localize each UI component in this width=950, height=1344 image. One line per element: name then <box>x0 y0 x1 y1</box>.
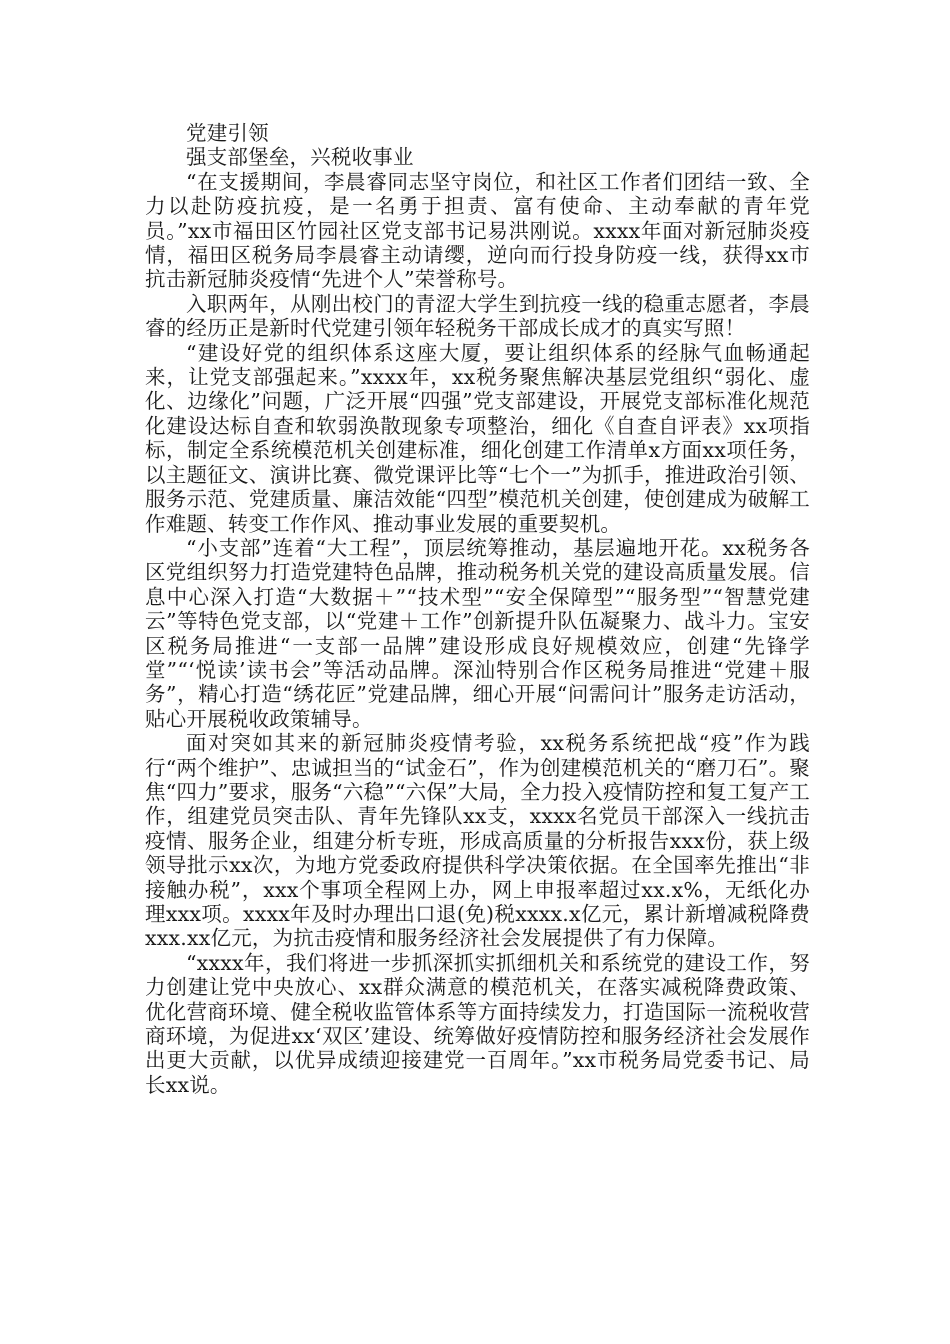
paragraph: “xxxx年，我们将进一步抓深抓实抓细机关和系统党的建设工作，努力创建让党中央放心、xx群众满意的模范机关，在落实减税降费政策、优化营商环境、健全税收监管体系等方面持续发力，打造国际一流税收营商环境，为促进xx‘双区’建设、统筹做好疫情防控和服务经济社会发展作出更大贡献，以优异成绩迎接建党一百周年。”xx市税务局党委书记、局长xx说。 <box>145 950 810 1097</box>
document-subheading: 强支部堡垒，兴税收事业 <box>186 145 414 170</box>
paragraph: “小支部”连着“大工程”，顶层统筹推动，基层遍地开花。xx税务各区党组织努力打造党建特色品牌，推动税务机关党的建设高质量发展。信息中心深入打造“大数据＋”“技术型”“安全保障型”“服务型”“智慧党建云”等特色党支部，以“党建＋工作”创新提升队伍凝聚力、战斗力。宝安区税务局推进“一支部一品牌”建设形成良好规模效应，创建“先锋学堂”“‘悦读’读书会”等活动品牌。深汕特别合作区税务局推进“党建＋服务”，精心打造“绣花匠”党建品牌，细心开展“问需问计”服务走访活动，贴心开展税收政策辅导。 <box>145 535 810 731</box>
paragraph: “建设好党的组织体系这座大厦，要让组织体系的经脉气血畅通起来，让党支部强起来。”xxxx年，xx税务聚焦解决基层党组织“弱化、虚化、边缘化”问题，广泛开展“四强”党支部建设，开展党支部标准化规范化建设达标自查和软弱涣散现象专项整治，细化《自查自评表》xx项指标，制定全系统模范机关创建标准，细化创建工作清单x方面xx项任务，以主题征文、演讲比赛、微党课评比等“七个一”为抓手，推进政治引领、服务示范、党建质量、廉洁效能“四型”模范机关创建，使创建成为破解工作难题、转变工作作风、推动事业发展的重要契机。 <box>145 340 810 536</box>
paragraph: 面对突如其来的新冠肺炎疫情考验，xx税务系统把战“疫”作为践行“两个维护”、忠诚担当的“试金石”，作为创建模范机关的“磨刀石”。聚焦“四力”要求，服务“六稳”“六保”大局，全力投入疫情防控和复工复产工作，组建党员突击队、青年先锋队xx支，xxxx名党员干部深入一线抗击疫情、服务企业，组建分析专班，形成高质量的分析报告xxx份，获上级领导批示xx次，为地方党委政府提供科学决策依据。在全国率先推出“非接触办税”，xxx个事项全程网上办，网上申报率超过xx.x%，无纸化办理xxx项。xxxx年及时办理出口退(免)税xxxx.x亿元，累计新增减税降费xxx.xx亿元，为抗击疫情和服务经济社会发展提供了有力保障。 <box>145 731 810 951</box>
document-body <box>145 121 810 1097</box>
paragraph: “在支援期间，李晨睿同志坚守岗位，和社区工作者们团结一致、全力以赴防疫抗疫，是一名勇于担责、富有使命、主动奉献的青年党员。”xx市福田区竹园社区党支部书记易洪刚说。xxxx年面对新冠肺炎疫情，福田区税务局李晨睿主动请缨，逆向而行投身防疫一线，获得xx市抗击新冠肺炎疫情“先进个人”荣誉称号。 <box>145 169 810 292</box>
document-heading: 党建引领 <box>186 121 269 145</box>
paragraph: 入职两年，从刚出校门的青涩大学生到抗疫一线的稳重志愿者，李晨睿的经历正是新时代党建引领年轻税务干部成长成才的真实写照！ <box>145 291 810 341</box>
